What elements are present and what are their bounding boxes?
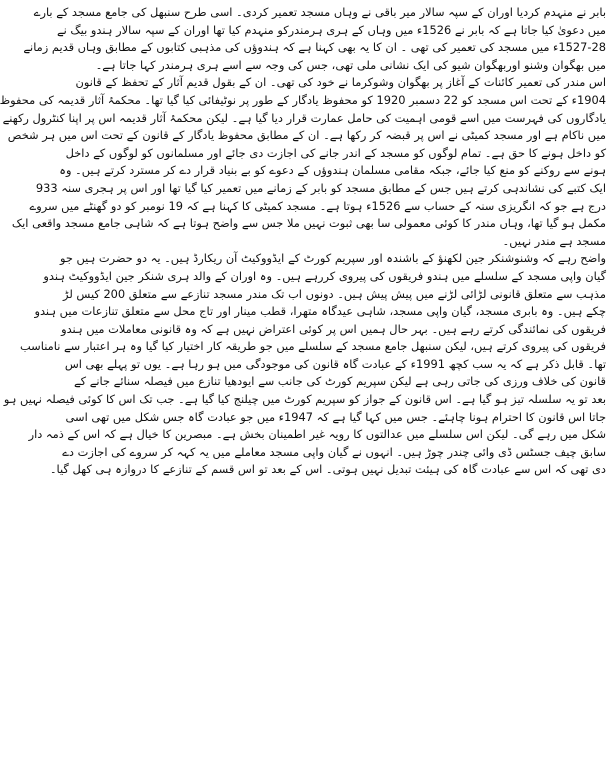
text-line: ایک کتبے کی نشاندہی کرتے ہیں جس کے مطابق مسجد کو بابر کے زمانے میں تعمیر کیا گیا تھا اور اس پر ہجری سنہ 933 (35, 180, 606, 195)
text-line: تھا۔ قابل ذکر ہے کہ یہ سب کچھ 1991ء کے عبادت گاہ قانون کی موجودگی میں ہو رہا ہے۔ یوں تو پہلے بھی اس (64, 356, 606, 371)
text-line: فریقوں کی نمائندگی کرتے رہے ہیں۔ بہر حال ہمیں اس پر کوئی اعتراض نہیں ہے کہ وہ قانونی معاملات میں ہندو (61, 321, 606, 336)
text-line: فریقوں کی پیروی کرتے ہیں، لیکن سنبھل جامع مسجد کے سلسلے میں جو طریقہ کار اختیار کیا گیا وہ ہر اعتبار سے نامناسب (20, 339, 606, 354)
text-line: واضح رہے کہ وشنوشنکر جین لکھنؤ کے باشندہ اور سپریم کورٹ کے ایڈووکیٹ آن ریکارڈ ہیں۔ یہ دو حضرت ہیں جو (59, 251, 606, 266)
text-line: اس مندر کی تعمیر کائنات کے آغاز پر بھگوان وشوکرما نے خود کی تھی۔ ان کے بقول قدیم آثار کے تحفظ کے قانون (75, 75, 606, 90)
text-line: 1527-28ء میں مسجد کی تعمیر کی تھی ۔ ان کا یہ بھی کہنا ہے کہ ہندوؤں کی مذہبی کتابوں کے مطابق وہاں قدیم زمانے (23, 40, 606, 55)
text-line: میں ناکام ہے اور مسجد کمیٹی نے اس پر قبضہ کر رکھا ہے۔ ان کے مطابق محفوظ یادگار کے قانون کے تحت اس میں ہر شخص (7, 128, 606, 143)
text-line: چکے ہیں۔ وہ بابری مسجد، گیان واپی مسجد، شاہی عیدگاہ متھرا، قطب مینار اور تاج محل سے متعلق تنازعات میں ہندو (34, 304, 606, 319)
text-line: میں دعویٰ کیا جاتا ہے کہ بابر نے 1526ء میں وہاں کے ہری ہرمندرکو منہدم کیا تھا اوران کے سپہ سالار ہندو بیگ نے (56, 22, 606, 37)
text-line: مذہب سے متعلق قانونی لڑائی لڑنے میں پیش پیش ہیں۔ دونوں اب تک مندر مسجد تنازعے سے متعلق 200 کیس لڑ (63, 286, 606, 301)
text-line: 1904ء کے تحت اس مسجد کو 22 دسمبر 1920 کو محفوظ یادگار کے طور پر نوٹیفائی کیا گیا تھا۔ محکمۂ آثار قدیمہ کی محفوظ (0, 92, 606, 107)
text-line: بعد تو یہ سلسلہ تیز ہو گیا ہے۔ اس قانون کے جواز کو سپریم کورٹ میں چیلنج کیا گیا ہے۔ جب تک اس کا کوئی فیصلہ نہیں ہو (3, 392, 606, 407)
text-line: میں بھگوان وشنو اوربھگوان شیو کی ایک نشانی ملی تھی، جس کی وجہ سے اسے ہری ہرمندر کہا جاتا ہے۔ (95, 57, 606, 72)
text-line: بابر نے منہدم کردیا اوران کے سپہ سالار میر باقی نے وہاں مسجد تعمیر کردی۔ اسی طرح سنبھل کی جامع مسجد کے بارے (33, 5, 606, 19)
text-line: درج ہے جو کہ انگریزی سنہ کے حساب سے 1526ء ہوتا ہے۔ مسجد کمیٹی کا کہنا ہے کہ 19 نومبر کو دو گھنٹے میں سروے (29, 198, 606, 213)
text-line: گیان واپی مسجد کے سلسلے میں ہندو فریقوں کی پیروی کررہے ہیں۔ وہ اوران کے والد ہری شنکر جین ایڈووکیٹ ہندو (43, 268, 606, 283)
text-line: جاتا اس قانون کا احترام ہونا چاہئے۔ جس میں کہا گیا ہے کہ 1947ء میں جو عبادت گاہ جس شکل میں تھی اسی (65, 409, 606, 424)
text-line: قانون کی خلاف ورزی کی جاتی رہی ہے لیکن سپریم کورٹ کی جانب سے ایودھیا تنازع میں فیصلہ سنائے جانے کے (73, 374, 606, 389)
text-line: یادگاروں کی فہرست میں اسے قومی اہمیت کی حامل عمارت قرار دیا گیا ہے۔ لیکن محکمۂ آثار قدیمہ اس پر اپنا کنٹرول رکھنے (2, 110, 606, 125)
text-line: دی تھی کہ اس سے عبادت گاہ کی ہیئت تبدیل نہیں ہوتی۔ اس کے بعد تو اس قسم کے تنازعے کا دروازہ ہی کھل گیا۔ (49, 462, 606, 477)
paragraph-2 (0, 74, 606, 250)
paragraph-3 (3, 250, 606, 479)
text-line: مسجد ہے مندر نہیں۔ (502, 233, 606, 248)
text-line: سابق چیف جسٹس ڈی وائی چندر چوڑ ہیں۔ انہوں نے گیان واپی مسجد معاملے میں یہ کہہ کر سروے کی اجازت دے (62, 444, 606, 459)
text-line: ہونے سے روکنے کو منع کیا جائے، جبکہ مقامی مسلمان ہندوؤں کے دعوے کو بے بنیاد قرار دے کر مسترد کرتے ہیں۔ وہ (59, 163, 606, 178)
text-line: مکمل ہو گیا تھا، وہاں مندر کا کوئی معمولی سا بھی ثبوت نہیں ملا جس سے واضح ہوتا ہے کہ شاہی جامع مسجد واقعی ایک (11, 216, 606, 231)
text-line: کو داخل ہونے کا حق ہے۔ تمام لوگوں کو مسجد کے اندر جانے کی اجازت دی جائے اور مسلمانوں کو لوگوں کے داخل (65, 145, 606, 160)
text-line: شکل میں رہے گی۔ لیکن اس سلسلے میں عدالتوں کا رویہ غیر اطمینان بخش ہے۔ مبصرین کا خیال ہے کہ اس کے ذمہ دار (28, 427, 606, 442)
paragraph-1 (23, 4, 606, 74)
